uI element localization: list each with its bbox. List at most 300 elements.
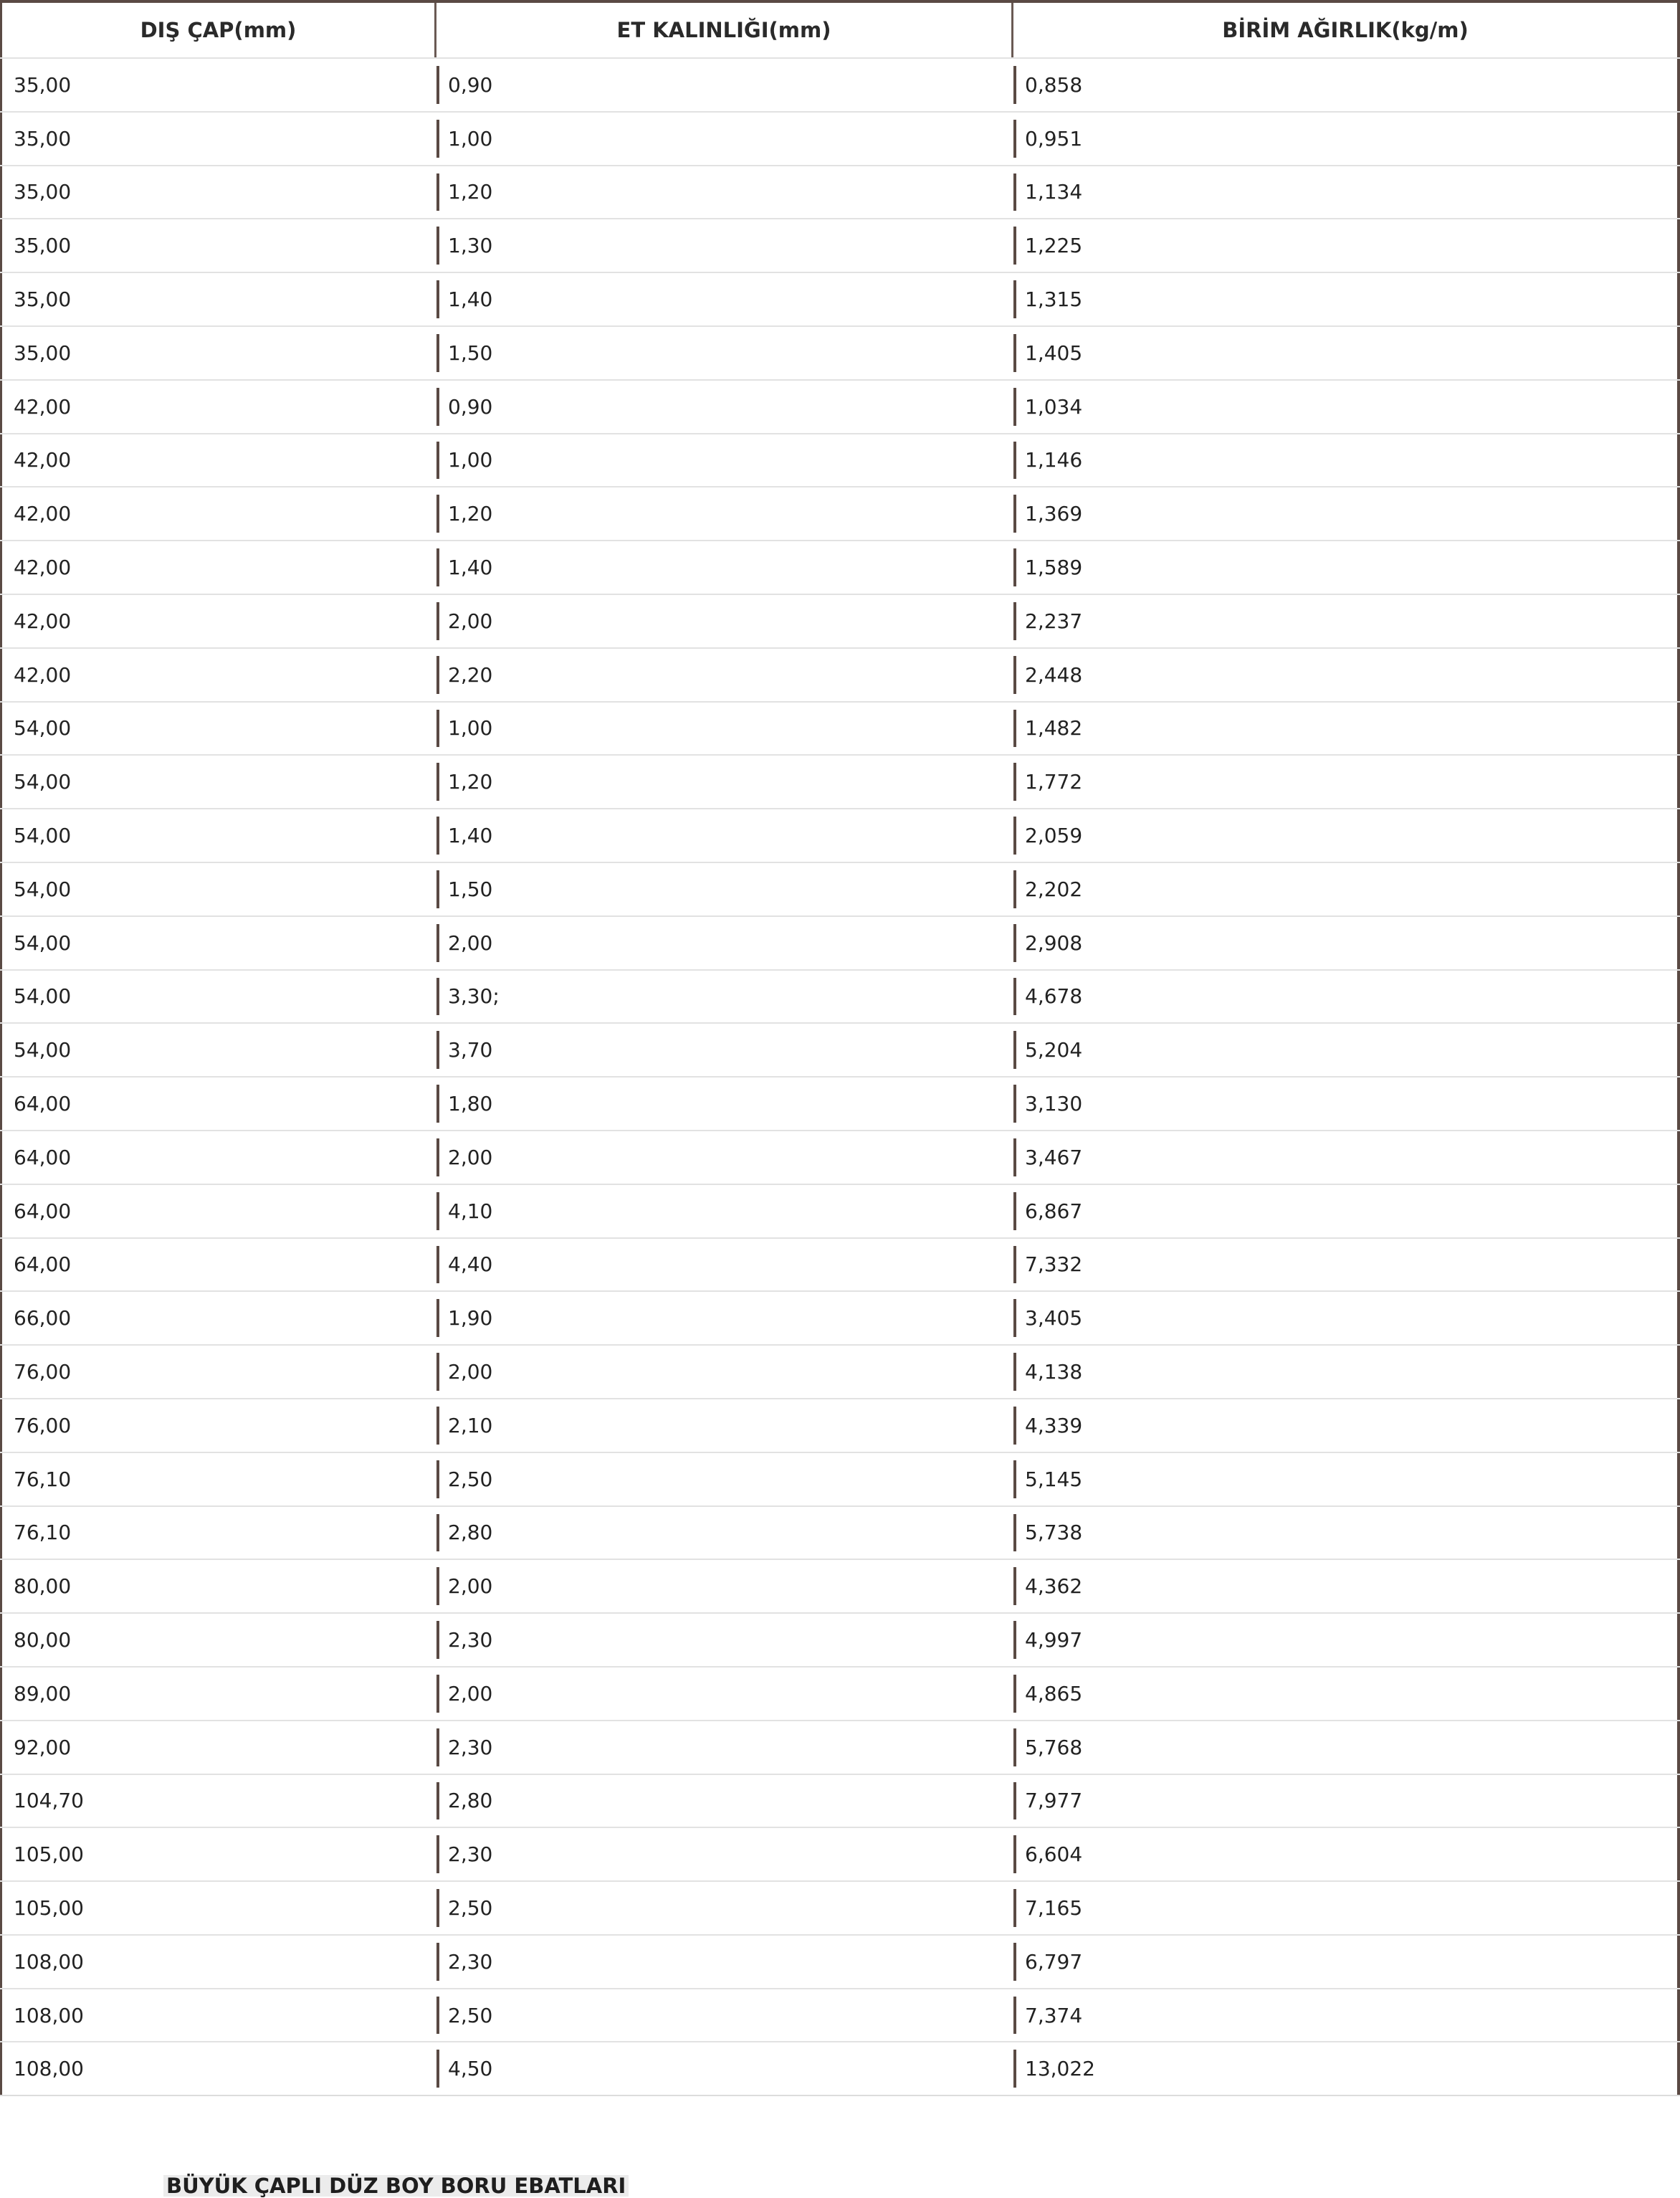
- cell-outer-diameter: [0, 917, 436, 969]
- cell-text: 0,90: [448, 72, 493, 97]
- column-divider: [436, 656, 439, 694]
- cell-unit-weight: [1013, 1989, 1680, 2042]
- table-row: [0, 754, 1680, 808]
- cell-text: 42,00: [14, 394, 72, 419]
- cell-text: 1,589: [1025, 556, 1083, 580]
- table-body: [0, 57, 1680, 2095]
- column-divider: [1013, 1567, 1016, 1605]
- cell-unit-weight: [1013, 166, 1680, 219]
- cell-wall-thickness: [436, 2042, 1013, 2095]
- cell-text: 7,165: [1025, 1895, 1083, 1920]
- cell-unit-weight: [1013, 59, 1680, 111]
- cell-outer-diameter: [0, 1292, 436, 1344]
- cell-outer-diameter: [0, 1775, 436, 1827]
- cell-wall-thickness: [436, 1399, 1013, 1452]
- cell-outer-diameter: [0, 434, 436, 487]
- cell-outer-diameter: [0, 971, 436, 1023]
- column-divider: [436, 548, 439, 586]
- cell-text: 76,10: [14, 1521, 72, 1545]
- table-row: [0, 1022, 1680, 1076]
- table-row: [0, 379, 1680, 433]
- column-divider: [436, 1085, 439, 1123]
- cell-outer-diameter: [0, 166, 436, 219]
- column-divider: [436, 1514, 439, 1552]
- cell-text: 2,202: [1025, 877, 1083, 901]
- column-divider: [1013, 1514, 1016, 1552]
- cell-outer-diameter: [0, 1828, 436, 1880]
- cell-text: 1,00: [448, 448, 493, 472]
- column-divider: [1013, 1997, 1016, 2035]
- cell-wall-thickness: [436, 541, 1013, 594]
- table-row: [0, 1237, 1680, 1291]
- cell-outer-diameter: [0, 1560, 436, 1612]
- column-divider: [436, 924, 439, 962]
- cell-text: 2,237: [1025, 609, 1083, 633]
- column-divider: [1013, 978, 1016, 1016]
- cell-unit-weight: [1013, 971, 1680, 1023]
- cell-unit-weight: [1013, 649, 1680, 701]
- table-row: [0, 1076, 1680, 1130]
- cell-wall-thickness: [436, 1077, 1013, 1130]
- table-row: [0, 808, 1680, 862]
- column-divider: [436, 1675, 439, 1713]
- cell-unit-weight: [1013, 917, 1680, 969]
- cell-text: 1,034: [1025, 394, 1083, 419]
- cell-text: 7,374: [1025, 2003, 1083, 2027]
- cell-text: 13,022: [1025, 2057, 1095, 2081]
- column-divider: [1013, 334, 1016, 372]
- cell-text: 1,225: [1025, 234, 1083, 258]
- table-row: [0, 111, 1680, 165]
- cell-unit-weight: [1013, 1346, 1680, 1398]
- table-row: [0, 165, 1680, 219]
- table-row: [0, 1130, 1680, 1184]
- column-divider: [1013, 548, 1016, 586]
- cell-text: 35,00: [14, 234, 72, 258]
- table-row: [0, 1452, 1680, 1505]
- cell-outer-diameter: [0, 1346, 436, 1398]
- column-divider: [1013, 1407, 1016, 1445]
- column-divider: [1013, 66, 1016, 104]
- cell-text: 2,00: [448, 931, 493, 955]
- cell-wall-thickness: [436, 381, 1013, 433]
- cell-outer-diameter: [0, 1399, 436, 1452]
- cell-wall-thickness: [436, 1560, 1013, 1612]
- cell-text: 54,00: [14, 716, 72, 741]
- cell-text: 4,678: [1025, 984, 1083, 1009]
- column-divider: [436, 1299, 439, 1337]
- cell-text: 3,70: [448, 1038, 493, 1062]
- cell-text: 2,00: [448, 1145, 493, 1169]
- cell-text: 5,738: [1025, 1521, 1083, 1545]
- cell-text: 1,369: [1025, 502, 1083, 526]
- cell-text: 1,00: [448, 716, 493, 741]
- cell-text: 4,865: [1025, 1681, 1083, 1705]
- cell-text: 42,00: [14, 556, 72, 580]
- cell-text: 80,00: [14, 1628, 72, 1652]
- column-divider: [1013, 227, 1016, 265]
- header-unit-weight: BİRİM AĞIRLIK(kg/m): [1013, 3, 1680, 57]
- table-row: [0, 218, 1680, 272]
- cell-text: 80,00: [14, 1574, 72, 1599]
- column-divider: [436, 817, 439, 855]
- cell-unit-weight: [1013, 327, 1680, 379]
- column-divider: [1013, 1085, 1016, 1123]
- cell-wall-thickness: [436, 971, 1013, 1023]
- cell-outer-diameter: [0, 1614, 436, 1666]
- cell-text: 2,00: [448, 1360, 493, 1384]
- cell-text: 108,00: [14, 1949, 84, 1974]
- table-row: [0, 486, 1680, 540]
- cell-text: 2,20: [448, 662, 493, 687]
- cell-outer-diameter: [0, 273, 436, 325]
- column-divider: [436, 1138, 439, 1176]
- column-divider: [1013, 1192, 1016, 1230]
- column-divider: [436, 2050, 439, 2088]
- cell-unit-weight: [1013, 1292, 1680, 1344]
- cell-wall-thickness: [436, 1882, 1013, 1934]
- cell-unit-weight: [1013, 1667, 1680, 1720]
- cell-text: 6,604: [1025, 1842, 1083, 1867]
- column-divider: [1013, 817, 1016, 855]
- column-divider: [1013, 1031, 1016, 1069]
- cell-outer-diameter: [0, 1453, 436, 1505]
- column-divider: [436, 710, 439, 748]
- cell-wall-thickness: [436, 113, 1013, 165]
- cell-text: 64,00: [14, 1252, 72, 1277]
- cell-text: 5,204: [1025, 1038, 1083, 1062]
- column-divider: [436, 763, 439, 801]
- header-wall-thickness: ET KALINLIĞI(mm): [436, 3, 1013, 57]
- cell-unit-weight: [1013, 541, 1680, 594]
- cell-unit-weight: [1013, 2042, 1680, 2095]
- cell-wall-thickness: [436, 756, 1013, 808]
- column-divider: [1013, 1353, 1016, 1391]
- cell-text: 1,134: [1025, 180, 1083, 204]
- cell-text: 54,00: [14, 984, 72, 1009]
- cell-wall-thickness: [436, 1721, 1013, 1774]
- cell-wall-thickness: [436, 1346, 1013, 1398]
- table-row: [0, 1666, 1680, 1720]
- cell-outer-diameter: [0, 595, 436, 647]
- cell-unit-weight: [1013, 434, 1680, 487]
- table-row: [0, 2041, 1680, 2095]
- cell-text: 1,40: [448, 556, 493, 580]
- cell-wall-thickness: [436, 809, 1013, 862]
- column-divider: [436, 1407, 439, 1445]
- cell-outer-diameter: [0, 381, 436, 433]
- column-divider: [1013, 173, 1016, 211]
- table-row: [0, 1505, 1680, 1559]
- column-divider: [1013, 1728, 1016, 1766]
- cell-wall-thickness: [436, 649, 1013, 701]
- cell-text: 1,405: [1025, 341, 1083, 365]
- cell-text: 42,00: [14, 502, 72, 526]
- cell-unit-weight: [1013, 703, 1680, 755]
- table-row: [0, 1612, 1680, 1666]
- cell-text: 92,00: [14, 1735, 72, 1759]
- column-divider: [436, 1782, 439, 1820]
- cell-unit-weight: [1013, 381, 1680, 433]
- cell-text: 1,482: [1025, 716, 1083, 741]
- cell-text: 4,339: [1025, 1413, 1083, 1437]
- column-divider: [1013, 1246, 1016, 1284]
- cell-text: 76,10: [14, 1467, 72, 1491]
- column-divider: [436, 602, 439, 640]
- cell-text: 42,00: [14, 448, 72, 472]
- cell-text: 3,130: [1025, 1092, 1083, 1116]
- table-row: [0, 1988, 1680, 2042]
- cell-text: 35,00: [14, 72, 72, 97]
- cell-text: 2,908: [1025, 931, 1083, 955]
- table-row: [0, 1827, 1680, 1880]
- cell-outer-diameter: [0, 703, 436, 755]
- table-row: [0, 647, 1680, 701]
- cell-wall-thickness: [436, 1828, 1013, 1880]
- cell-wall-thickness: [436, 273, 1013, 325]
- cell-unit-weight: [1013, 595, 1680, 647]
- cell-wall-thickness: [436, 166, 1013, 219]
- column-divider: [436, 334, 439, 372]
- cell-text: 108,00: [14, 2057, 84, 2081]
- cell-text: 54,00: [14, 824, 72, 848]
- table-row: [0, 1344, 1680, 1398]
- column-divider: [1013, 1782, 1016, 1820]
- table-row: [0, 57, 1680, 111]
- cell-outer-diameter: [0, 1667, 436, 1720]
- cell-outer-diameter: [0, 1024, 436, 1076]
- cell-text: 2,50: [448, 1467, 493, 1491]
- column-divider: [1013, 1138, 1016, 1176]
- table-row: [0, 1398, 1680, 1452]
- cell-text: 2,50: [448, 2003, 493, 2027]
- cell-wall-thickness: [436, 1507, 1013, 1559]
- cell-text: 1,20: [448, 502, 493, 526]
- cell-text: 0,858: [1025, 72, 1083, 97]
- cell-text: 66,00: [14, 1306, 72, 1331]
- cell-text: 64,00: [14, 1199, 72, 1223]
- cell-text: 105,00: [14, 1895, 84, 1920]
- table-row: [0, 433, 1680, 487]
- cell-wall-thickness: [436, 1131, 1013, 1184]
- cell-outer-diameter: [0, 219, 436, 272]
- column-divider: [1013, 495, 1016, 533]
- column-divider: [436, 495, 439, 533]
- table-row: [0, 1774, 1680, 1827]
- column-divider: [436, 1460, 439, 1498]
- cell-text: 1,40: [448, 824, 493, 848]
- cell-text: 2,059: [1025, 824, 1083, 848]
- column-divider: [436, 1621, 439, 1659]
- column-divider: [1013, 602, 1016, 640]
- cell-text: 2,30: [448, 1949, 493, 1974]
- cell-text: 2,00: [448, 1681, 493, 1705]
- cell-outer-diameter: [0, 863, 436, 915]
- cell-text: 2,30: [448, 1735, 493, 1759]
- cell-wall-thickness: [436, 1024, 1013, 1076]
- column-divider: [436, 1889, 439, 1927]
- cell-unit-weight: [1013, 1560, 1680, 1612]
- column-divider: [1013, 1621, 1016, 1659]
- cell-text: 1,315: [1025, 287, 1083, 312]
- cell-unit-weight: [1013, 1614, 1680, 1666]
- table-row: [0, 915, 1680, 969]
- cell-unit-weight: [1013, 219, 1680, 272]
- cell-text: 35,00: [14, 341, 72, 365]
- cell-wall-thickness: [436, 1185, 1013, 1237]
- cell-text: 2,00: [448, 1574, 493, 1599]
- cell-text: 2,448: [1025, 662, 1083, 687]
- column-divider: [1013, 442, 1016, 480]
- cell-text: 35,00: [14, 126, 72, 151]
- column-divider: [436, 173, 439, 211]
- cell-outer-diameter: [0, 2042, 436, 2095]
- column-divider: [436, 870, 439, 908]
- column-divider: [436, 1031, 439, 1069]
- column-divider: [1013, 870, 1016, 908]
- table-row: [0, 1934, 1680, 1988]
- column-divider: [436, 442, 439, 480]
- cell-outer-diameter: [0, 1185, 436, 1237]
- cell-wall-thickness: [436, 1667, 1013, 1720]
- cell-text: 6,797: [1025, 1949, 1083, 1974]
- cell-outer-diameter: [0, 809, 436, 862]
- cell-text: 4,10: [448, 1199, 493, 1223]
- column-divider: [1013, 388, 1016, 426]
- column-divider: [436, 1246, 439, 1284]
- cell-text: 1,30: [448, 234, 493, 258]
- cell-outer-diameter: [0, 1989, 436, 2042]
- cell-text: 54,00: [14, 1038, 72, 1062]
- table-row: [0, 701, 1680, 755]
- column-divider: [436, 1943, 439, 1981]
- cell-text: 1,40: [448, 287, 493, 312]
- table-row: [0, 969, 1680, 1023]
- cell-unit-weight: [1013, 487, 1680, 540]
- column-divider: [436, 1997, 439, 2035]
- column-divider: [436, 1835, 439, 1873]
- cell-text: 105,00: [14, 1842, 84, 1867]
- column-divider: [436, 1353, 439, 1391]
- column-divider: [436, 978, 439, 1016]
- cell-text: 54,00: [14, 877, 72, 901]
- cell-unit-weight: [1013, 863, 1680, 915]
- cell-outer-diameter: [0, 59, 436, 111]
- column-divider: [436, 66, 439, 104]
- column-divider: [1013, 1460, 1016, 1498]
- cell-outer-diameter: [0, 487, 436, 540]
- column-divider: [436, 280, 439, 318]
- cell-text: 76,00: [14, 1413, 72, 1437]
- cell-outer-diameter: [0, 1239, 436, 1291]
- cell-text: 4,40: [448, 1252, 493, 1277]
- header-outer-diameter: DIŞ ÇAP(mm): [0, 3, 436, 57]
- table-row: [0, 1880, 1680, 1934]
- table-row: [0, 862, 1680, 915]
- cell-outer-diameter: [0, 541, 436, 594]
- cell-outer-diameter: [0, 649, 436, 701]
- column-divider: [1013, 1675, 1016, 1713]
- column-divider: [1013, 2050, 1016, 2088]
- table-row: [0, 1720, 1680, 1774]
- cell-unit-weight: [1013, 1775, 1680, 1827]
- cell-text: 5,145: [1025, 1467, 1083, 1491]
- cell-text: 2,50: [448, 1895, 493, 1920]
- cell-text: 3,405: [1025, 1306, 1083, 1331]
- cell-text: 104,70: [14, 1789, 84, 1813]
- cell-outer-diameter: [0, 1131, 436, 1184]
- cell-text: 42,00: [14, 609, 72, 633]
- column-divider: [1013, 120, 1016, 158]
- cell-unit-weight: [1013, 1828, 1680, 1880]
- cell-outer-diameter: [0, 1882, 436, 1934]
- table-row: [0, 540, 1680, 594]
- cell-unit-weight: [1013, 1721, 1680, 1774]
- cell-wall-thickness: [436, 863, 1013, 915]
- column-divider: [1013, 1889, 1016, 1927]
- table-row: [0, 1184, 1680, 1237]
- cell-unit-weight: [1013, 1399, 1680, 1452]
- cell-unit-weight: [1013, 809, 1680, 862]
- column-divider: [436, 1567, 439, 1605]
- cell-text: 35,00: [14, 287, 72, 312]
- cell-unit-weight: [1013, 1239, 1680, 1291]
- table-row: [0, 1559, 1680, 1612]
- cell-text: 7,332: [1025, 1252, 1083, 1277]
- column-divider: [436, 388, 439, 426]
- cell-wall-thickness: [436, 487, 1013, 540]
- cell-text: 2,10: [448, 1413, 493, 1437]
- cell-text: 1,50: [448, 341, 493, 365]
- cell-text: 42,00: [14, 662, 72, 687]
- cell-unit-weight: [1013, 1507, 1680, 1559]
- cell-text: 108,00: [14, 2003, 84, 2027]
- column-divider: [1013, 1835, 1016, 1873]
- cell-text: 0,90: [448, 394, 493, 419]
- cell-text: 3,467: [1025, 1145, 1083, 1169]
- cell-text: 7,977: [1025, 1789, 1083, 1813]
- cell-wall-thickness: [436, 1292, 1013, 1344]
- cell-text: 1,20: [448, 770, 493, 794]
- cell-text: 54,00: [14, 931, 72, 955]
- cell-text: 2,30: [448, 1842, 493, 1867]
- cell-text: 2,30: [448, 1628, 493, 1652]
- cell-text: 6,867: [1025, 1199, 1083, 1223]
- cell-wall-thickness: [436, 917, 1013, 969]
- table-row: [0, 272, 1680, 325]
- cell-text: 1,50: [448, 877, 493, 901]
- cell-wall-thickness: [436, 1989, 1013, 2042]
- section-title: BÜYÜK ÇAPLI DÜZ BOY BORU EBATLARI: [163, 2175, 629, 2197]
- cell-text: 3,30;: [448, 984, 500, 1009]
- cell-wall-thickness: [436, 1239, 1013, 1291]
- cell-text: 89,00: [14, 1681, 72, 1705]
- table-bottom-border: [0, 2095, 1680, 2096]
- table-row: [0, 325, 1680, 379]
- cell-wall-thickness: [436, 327, 1013, 379]
- cell-unit-weight: [1013, 756, 1680, 808]
- cell-text: 4,362: [1025, 1574, 1083, 1599]
- cell-text: 0,951: [1025, 126, 1083, 151]
- table-row: [0, 1290, 1680, 1344]
- cell-outer-diameter: [0, 1507, 436, 1559]
- cell-unit-weight: [1013, 1882, 1680, 1934]
- cell-unit-weight: [1013, 1185, 1680, 1237]
- cell-text: 54,00: [14, 770, 72, 794]
- column-divider: [1013, 656, 1016, 694]
- cell-outer-diameter: [0, 113, 436, 165]
- cell-text: 64,00: [14, 1145, 72, 1169]
